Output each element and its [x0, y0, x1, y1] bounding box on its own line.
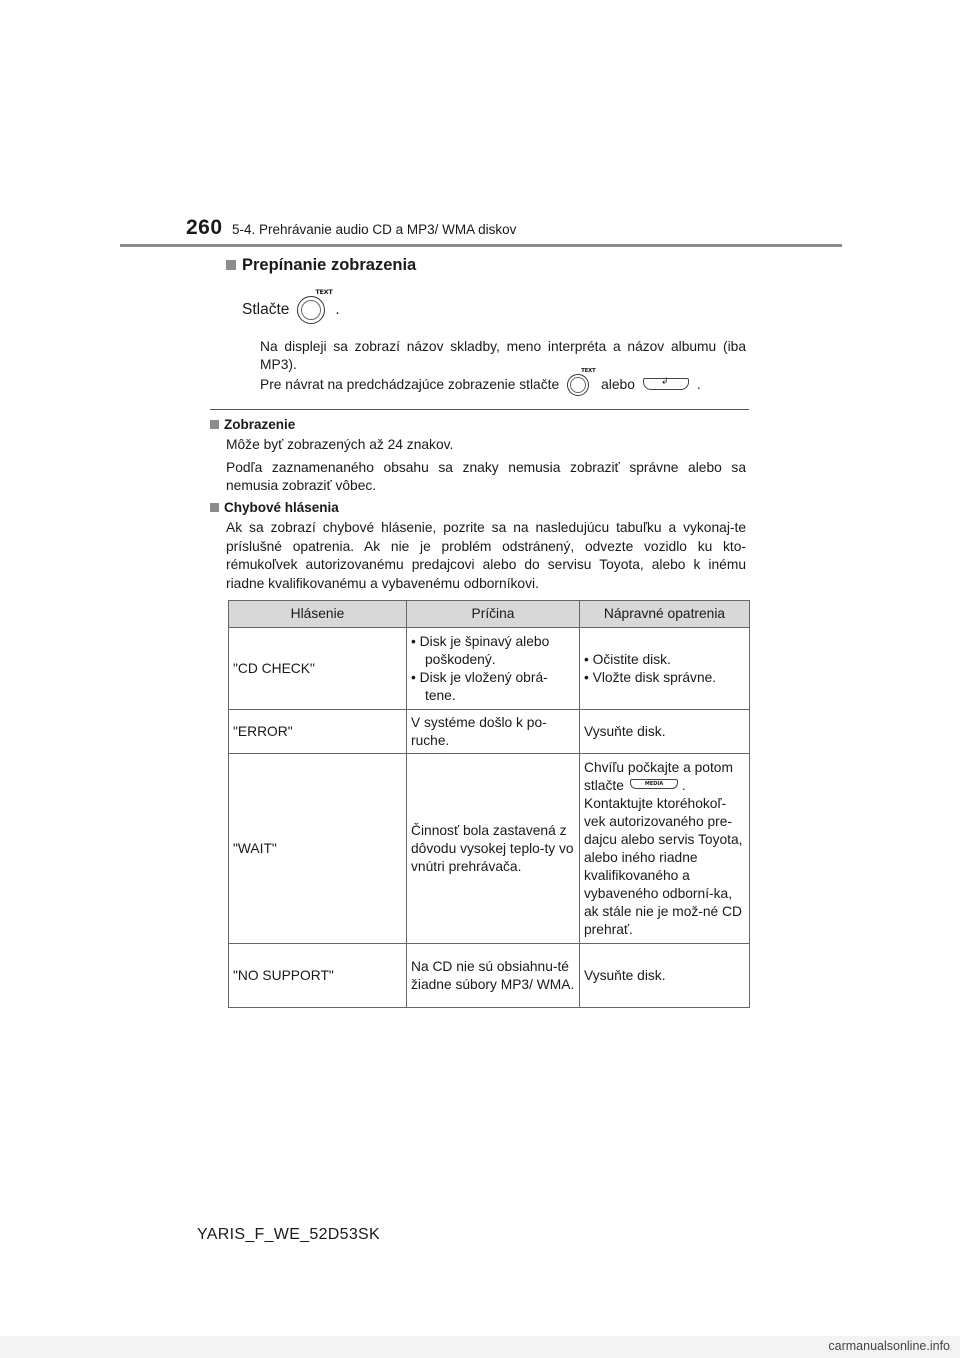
- step-prefix: Stlačte: [242, 301, 290, 318]
- column-header: Príčina: [407, 601, 580, 628]
- cause-cell: Činnosť bola zastavená z dôvodu vysokej teplo-ty vo vnútri prehrávača.: [407, 754, 580, 944]
- square-bullet-icon: [210, 503, 219, 512]
- list-item: • Vložte disk správne.: [584, 669, 717, 685]
- info-paragraph: [260, 338, 746, 374]
- column-header: Nápravné opatrenia: [580, 601, 750, 628]
- footer-model-code: YARIS_F_WE_52D53SK: [197, 1226, 380, 1243]
- square-bullet-icon: [210, 420, 219, 429]
- chapter-title: 5-4. Prehrávanie audio CD a MP3/ WMA diskov: [232, 222, 517, 237]
- remedy-text: .: [681, 777, 686, 793]
- return-instruction: [260, 368, 750, 396]
- remedy-cell: Vysuňte disk.: [580, 944, 750, 1008]
- cause-cell: V systéme došlo k po-ruche.: [407, 710, 580, 754]
- list-item: • Disk je vložený obrá-tene.: [411, 669, 548, 703]
- cause-cell: [407, 628, 580, 710]
- remedy-text: Chvíľu počkajte a potom stlačte: [584, 759, 733, 793]
- error-messages-table: [228, 600, 750, 1008]
- step-instruction: [242, 290, 340, 330]
- square-bullet-icon: [226, 260, 236, 270]
- page-number: 260: [186, 216, 223, 239]
- remedy-cell: Vysuňte disk.: [580, 710, 750, 754]
- media-button-icon: [630, 779, 678, 789]
- message-cell: "WAIT": [229, 754, 407, 944]
- message-cell: "CD CHECK": [229, 628, 407, 710]
- text-knob-small-icon: [567, 368, 596, 397]
- section-divider: [210, 409, 749, 410]
- remedy-cell: [580, 754, 750, 944]
- remedy-cell: [580, 628, 750, 710]
- column-header: Hlásenie: [229, 601, 407, 628]
- cause-cell: Na CD nie sú obsiahnu-té žiadne súbory MP3/ WMA.: [407, 944, 580, 1008]
- return-suffix: .: [696, 376, 701, 392]
- list-item: • Disk je špinavý alebo poškodený.: [411, 633, 550, 667]
- table-header-row: [229, 601, 750, 628]
- watermark-bar: [0, 1336, 960, 1358]
- text-knob-icon: [297, 288, 333, 326]
- back-button-icon: [643, 378, 689, 390]
- back-glyph: ↲: [660, 377, 669, 387]
- table-row: [229, 944, 750, 1008]
- return-prefix: Pre návrat na predchádzajúce zobrazenie stlačte: [260, 376, 560, 392]
- list-item: • Očistite disk.: [584, 651, 671, 667]
- remedy-text: Kontaktujte ktoréhokoľ-vek autorizovaného pre-dajcu alebo servis Toyota, alebo iného riadne kvalifikovaného a vybaveného odborní-ka, ak stále nie je mož-né CD prehrať.: [584, 795, 743, 937]
- note-paragraph: Podľa zaznamenaného obsahu sa znaky nemusia zobraziť správne alebo sa nemusia zobraziť vôbec.: [226, 460, 746, 493]
- note-heading-errors: [210, 500, 750, 515]
- table-row: [229, 754, 750, 944]
- step-suffix: .: [335, 301, 340, 318]
- note-body-errors: Ak sa zobrazí chybové hlásenie, pozrite sa na nasledujúcu tabuľku a vykonaj-te príslušné opatrenia. Ak nie je problém odstránený, odvezte vozidlo ku kto-rémukoľvek autorizovanému predajcovi alebo do servisu Toyota, alebo k inému riadne kvalifikovanému a vybavenému odborníkovi.: [226, 520, 746, 591]
- text-knob-small-label: TEXT: [581, 368, 596, 374]
- header-rule: [120, 244, 842, 247]
- note-paragraph: Môže byť zobrazených až 24 znakov.: [226, 437, 454, 452]
- text-knob-label: TEXT: [315, 288, 333, 296]
- media-button-label: MEDIA: [644, 780, 664, 787]
- info-text: Na displeji sa zobrazí názov skladby, meno interpréta a názov albumu (iba MP3).: [260, 339, 746, 372]
- table-row: [229, 628, 750, 710]
- watermark-text: carmanualsonline.info: [828, 1339, 950, 1353]
- message-cell: "NO SUPPORT": [229, 944, 407, 1008]
- section-heading-text: Prepínanie zobrazenia: [242, 256, 417, 274]
- note-heading-display: [210, 417, 750, 432]
- note-heading-text: Zobrazenie: [224, 417, 296, 432]
- section-heading: [226, 256, 416, 275]
- note-heading-text: Chybové hlásenia: [224, 500, 339, 515]
- note-body-display: [226, 436, 746, 500]
- table-row: [229, 710, 750, 754]
- return-middle: alebo: [601, 376, 635, 392]
- message-cell: "ERROR": [229, 710, 407, 754]
